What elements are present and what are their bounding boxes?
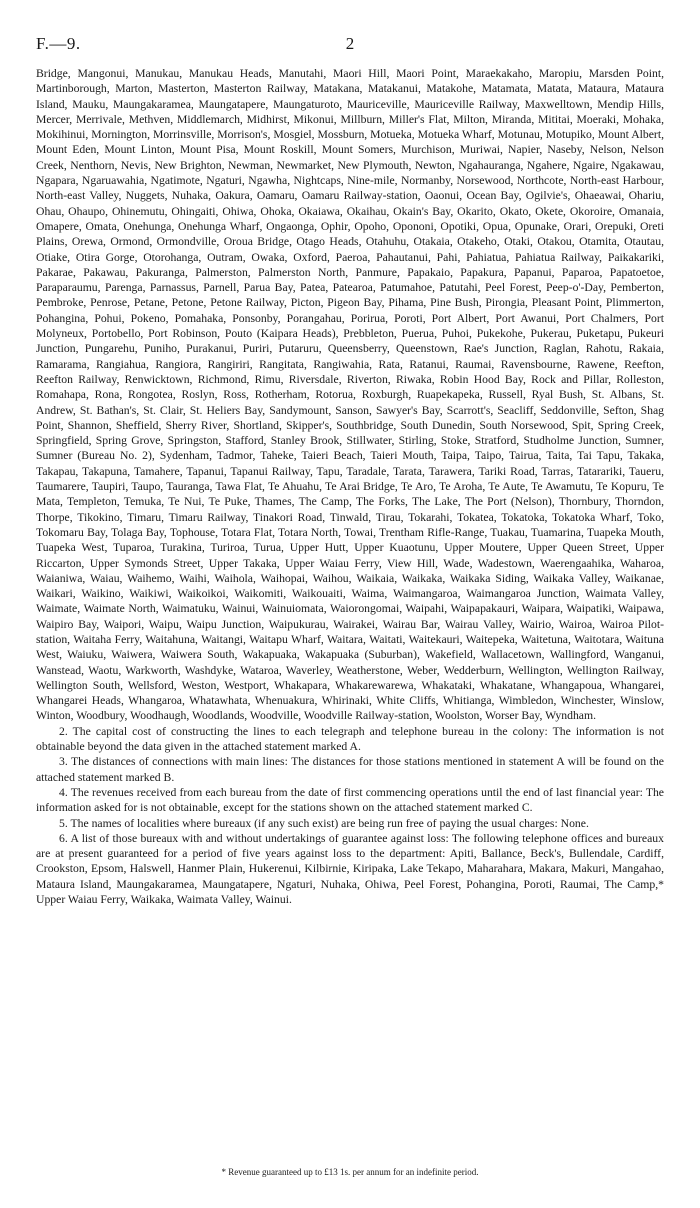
document-body: [36, 66, 664, 907]
free-bureaux-paragraph: 5. The names of localities where bureaux (if any such exist) are being run free of paying the usual charges: None.: [59, 816, 589, 830]
revenues-paragraph: 4. The revenues received from each bureau from the date of first commencing operations until the end of last financial year: The information asked for is not obtainable, except for the stations shown on the attached statement marked C.: [36, 785, 664, 815]
footnote: * Revenue guaranteed up to £13 1s. per annum for an indefinite period.: [221, 1167, 479, 1177]
page-number: 2: [345, 34, 355, 53]
station-list-paragraph: Bridge, Mangonui, Manukau, Manukau Heads, Manutahi, Maori Hill, Maori Point, Maraekakaho, Maropiu, Marsden Point, Martinborough, Marton, Masterton, Masterton Railway, Matakana, Matakanui, Matakohe, Matamata, Matata, Mataura, Mataura Island, Mauku, Maungakaramea, Maungatapere, Maungaturoto, Mauriceville, Mauriceville Railway, Maxwelltown, Mendip Hills, Mercer, Merrivale, Methven, Middlemarch, Midhirst, Mikonui, Millburn, Miller's Flat, Milton, Miranda, Mititai, Moeraki, Mohaka, Mokihinui, Mornington, Morrinsville, Morrison's, Mosgiel, Mossburn, Motueka, Motueka Wharf, Motunau, Motupiko, Mount Albert, Mount Eden, Mount Linton, Mount Pisa, Mount Roskill, Mount Somers, Murchison, Muriwai, Napier, Naseby, Nelson, Nelson Creek, Nenthorn, Nevis, New Brighton, Newman, Newmarket, New Plymouth, Newton, Ngahauranga, Ngahere, Ngaire, Ngakawau, Ngapara, Ngaruawahia, Ngatimote, Ngaturi, Ngawha, Nightcaps, Nine-mile, Normanby, Norsewood, Northcote, North-east Harbour, North-east Valley, Nuggets, Nuhaka, Oakura, Oamaru, Oamaru Railway-station, Oaonui, Ocean Bay, Ogilvie's, Ohaeawai, Ohariu, Ohau, Ohaupo, Ohinemutu, Ohingaiti, Ohiwa, Ohoka, Okaiawa, Okaihau, Okain's Bay, Okarito, Okato, Okete, Okoroire, Omanaia, Omapere, Omata, Onehunga, Onehunga Wharf, Ongaonga, Ophir, Opoho, Opononi, Opotiki, Opua, Opunake, Orari, Orepuki, Oreti Plains, Orewa, Ormond, Ormondville, Oroua Bridge, Otago Heads, Otahuhu, Otakaia, Otakeho, Otaki, Otakou, Otamita, Otautau, Otiake, Otira Gorge, Otorohanga, Outram, Owaka, Oxford, Paeroa, Pahautanui, Pahi, Pahiatua, Pahiatua Railway, Paikakariki, Pakarae, Pakawau, Pakuranga, Palmerston, Palmerston North, Panmure, Papakaio, Papakura, Papanui, Paparoa, Papatoetoe, Paraparaumu, Parenga, Parnassus, Parnell, Parua Bay, Patea, Patearoa, Patumahoe, Patutahi, Peel Forest, Peep-o'-Day, Pemberton, Pembroke, Penrose, Petane, Petone, Petone Railway, Picton, Pigeon Bay, Pihama, Pine Bush, Pirongia, Pleasant Point, Plimmerton, Pohangina, Pohui, Pokeno, Pomahaka, Ponsonby, Porangahau, Porirua, Poroti, Port Albert, Port Awanui, Port Chalmers, Port Molyneux, Portobello, Port Robinson, Pouto (Kaipara Heads), Prebbleton, Puerua, Puhoi, Pukekohe, Pukerau, Puketapu, Pukeuri Junction, Pungarehu, Puniho, Purakanui, Puriri, Putaruru, Queensberry, Queenstown, Rae's Junction, Raglan, Rahotu, Rakaia, Ramarama, Rangiahua, Rangiora, Rangiriri, Rangitata, Rangiwahia, Rata, Ratanui, Raumai, Ravensbourne, Rawene, Reefton, Reefton Railway, Renwicktown, Richmond, Rimu, Riversdale, Riverton, Riwaka, Robin Hood Bay, Rock and Pillar, Rolleston, Romahapa, Rona, Rongotea, Roslyn, Ross, Rotherham, Rotorua, Roxburgh, Ruapekapeka, Russell, Ryal Bush, St. Albans, St. Andrew, St. Bathan's, St. Clair, St. Heliers Bay, Sandymount, Sanson, Sawyer's Bay, Scarrott's, Seacliff, Seddonville, Sefton, Shag Point, Shannon, Sheffield, Sherry River, Shortland, Skipper's, Southbridge, South Dunedin, South Norsewood, Spit, Spring Creek, Springfield, Spring Grove, Springston, Stafford, Stanley Brook, Stillwater, Stirling, Stoke, Stratford, Studholme Junction, Sumner, Sumner (Bureau No. 2), Sydenham, Tadmor, Taheke, Taieri Beach, Taieri Mouth, Taipa, Taipo, Tairua, Taita, Tai Tapu, Takaka, Takapau, Takapuna, Tamahere, Tapanui, Tapanui Railway, Tapu, Taradale, Tarata, Tarawera, Tariki Road, Tarras, Tatarariki, Taueru, Taumarere, Taupiri, Taupo, Tauranga, Tawa Flat, Te Ahuahu, Te Arai Bridge, Te Aro, Te Aroha, Te Aute, Te Awamutu, Te Kopuru, Te Mata, Templeton, Temuka, Te Nui, Te Puke, Thames, The Camp, The Forks, The Lake, The Port (Nelson), Thornbury, Thorndon, Thorpe, Tikokino, Timaru, Timaru Railway, Tinakori Road, Tinwald, Tirau, Tokarahi, Tokatea, Tokatoka, Tokatoka Wharf, Toko, Tokomaru Bay, Tolaga Bay, Tophouse, Totara Flat, Totara North, Towai, Trentham Rifle-Range, Tuakau, Tuamarina, Tuapeka Mouth, Tuapeka West, Tuparoa, Turakina, Turiroa, Turua, Upper Hutt, Upper Kuaotunu, Upper Moutere, Upper Queen Street, Upper Riccarton, Upper Symonds Street, Upper Takaka, Upper Waiau Ferry, View Hill, Wade, Wadestown, Waerengaahika, Waharoa, Waianiwa, Waiau, Waihemo, Waihi, Waihola, Waihopai, Waihou, Waikaia, Waikaka, Waikaka Siding, Waikaka Valley, Waikanae, Waikari, Waikino, Waikiwi, Waikoikoi, Waikomiti, Waikouaiti, Waima, Waimangaroa, Waimangaroa Junction, Waimata Valley, Waimate, Waimate North, Waimatuku, Wainui, Wainuiomata, Waiorongomai, Waipahi, Waipapakauri, Waipara, Waipatiki, Waipawa, Waipiro Bay, Waipori, Waipu, Waipu Junction, Waipukurau, Wairakei, Wairau Bar, Wairau Valley, Wairio, Wairoa, Wairoa Pilot-station, Waitaha Ferry, Waitahuna, Waitangi, Waitapu Wharf, Waitara, Waitati, Waitekauri, Waitepeka, Waitetuna, Waitotara, Waituna West, Waiuku, Waiwera, Waiwera South, Wakapuaka, Wakapuaka (Suburban), Wakefield, Wallacetown, Wallingford, Wanganui, Wanstead, Waotu, Warkworth, Washdyke, Wataroa, Waverley, Weatherstone, Weber, Wedderburn, Wellington, Wellington Railway, Wellington South, Wellsford, Weston, Westport, Whakapara, Whakarewarewa, Whakataki, Whakatane, Whangapoua, Whangarei, Whangarei Heads, Whangaroa, Whatawhata, Whenuakura, Whirinaki, White Cliffs, Whitianga, Wimbledon, Winchester, Winslow, Winton, Woodbury, Woodhaugh, Woodlands, Woodville, Woodville Railway-station, Woolston, Worser Bay, Wyndham.: [36, 67, 664, 723]
document-reference: F.—9.: [36, 34, 81, 53]
page-header: [36, 34, 664, 58]
distances-paragraph: 3. The distances of connections with main lines: The distances for those stations mentioned in statement A will be found on the attached statement marked B.: [36, 755, 664, 784]
guarantee-paragraph: 6. A list of those bureaux with and without undertakings of guarantee against loss: The following telephone offices and bureaux are at present guaranteed for a period of five years against loss to the department: Apiti, Ballance, Beck's, Bullendale, Cardiff, Crookston, Epsom, Halswell, Hanmer Plain, Hukerenui, Kilbirnie, Kiripaka, Lake Tekapo, Maharahara, Makara, Makuri, Mangahao, Mataura Island, Maungakaramea, Maungatapere, Ngaturi, Nuhaka, Ohiwa, Peel Forest, Pohangina, Poroti, Raumai, The Camp,* Upper Waiau Ferry, Waikaka, Waimata Valley, Wainui.: [36, 831, 664, 907]
capital-cost-paragraph: 2. The capital cost of constructing the lines to each telegraph and telephone bureau in the colony: The information is not obtainable beyond the data given in the attached statement marked A.: [36, 724, 664, 754]
